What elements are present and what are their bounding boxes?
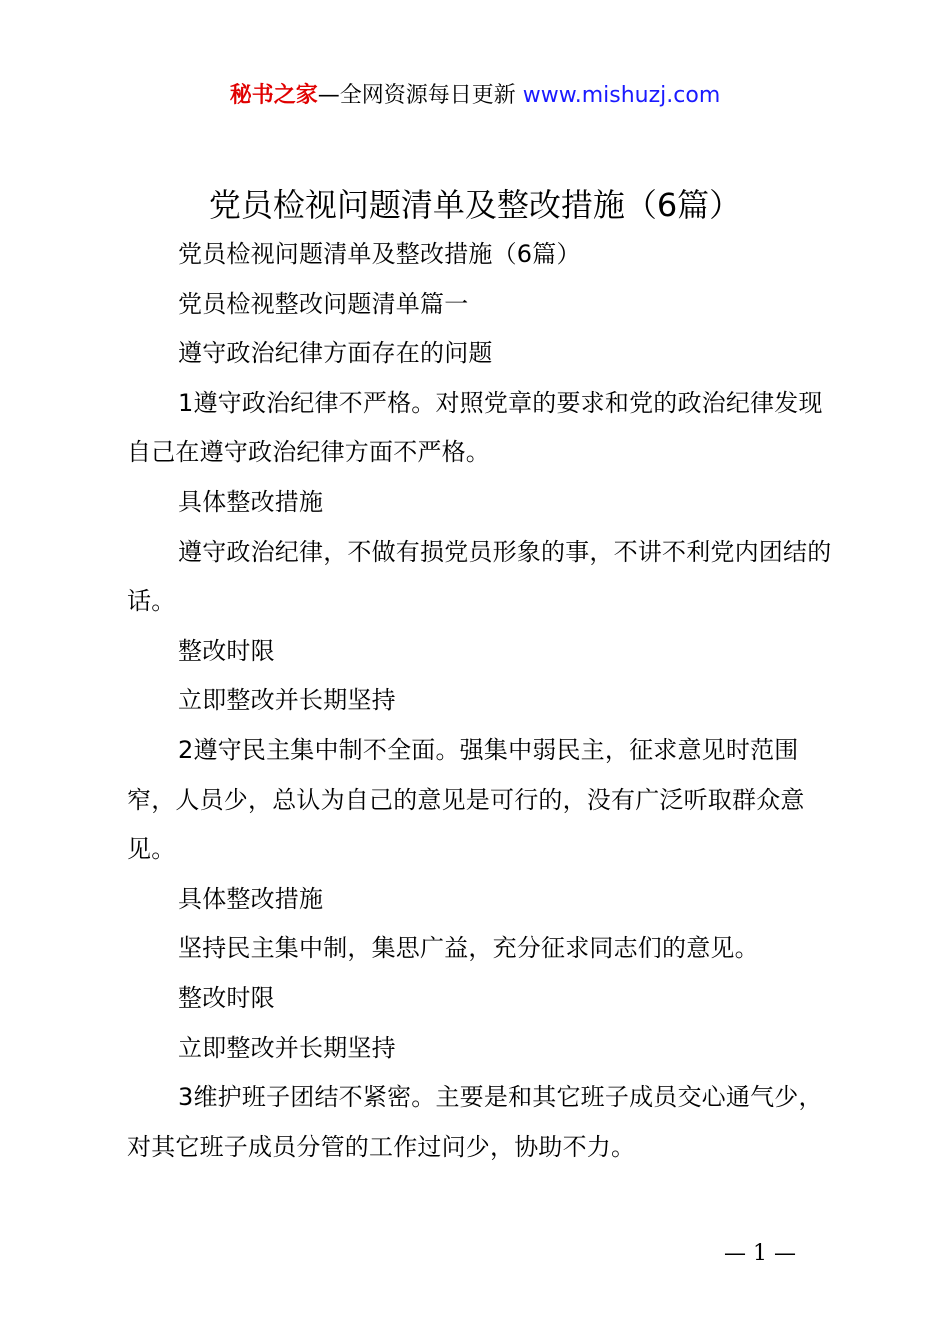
banner-tagline: —全网资源每日更新	[317, 83, 516, 108]
body-paragraph: 1遵守政治纪律不严格。对照党章的要求和党的政治纪律发现自己在遵守政治纪律方面不严格。	[127, 388, 823, 467]
body-paragraph: 遵守政治纪律，不做有损党员形象的事，不讲不利党内团结的话。	[127, 537, 832, 616]
body-paragraph: 坚持民主集中制，集思广益，充分征求同志们的意见。	[178, 934, 759, 963]
body-paragraph: 2遵守民主集中制不全面。强集中弱民主，征求意见时范围窄，人员少，总认为自己的意见是可行的，没有广泛听取群众意见。	[127, 735, 805, 864]
body-paragraph: 具体整改措施	[178, 487, 324, 516]
site-banner	[0, 80, 950, 112]
body-paragraph: 整改时限	[178, 983, 275, 1012]
body-paragraph: 3维护班子团结不紧密。主要是和其它班子成员交心通气少，对其它班子成员分管的工作过问少，协助不力。	[127, 1083, 823, 1161]
body-paragraph: 立即整改并长期坚持	[178, 686, 396, 715]
document-title: 党员检视问题清单及整改措施（6篇）	[208, 186, 742, 224]
page-number: — 1 —	[724, 1241, 796, 1266]
body-paragraph: 遵守政治纪律方面存在的问题	[178, 339, 493, 368]
body-paragraph: 具体整改措施	[178, 884, 324, 913]
document-body	[127, 230, 833, 1172]
brand-name: 秘书之家	[229, 83, 318, 108]
body-paragraph: 整改时限	[178, 636, 275, 665]
body-paragraph: 立即整改并长期坚持	[178, 1033, 396, 1062]
body-paragraph: 党员检视问题清单及整改措施（6篇）	[178, 240, 581, 268]
site-url-link[interactable]: www.mishuzj.com	[522, 83, 721, 108]
body-paragraph: 党员检视整改问题清单篇一	[178, 289, 469, 318]
